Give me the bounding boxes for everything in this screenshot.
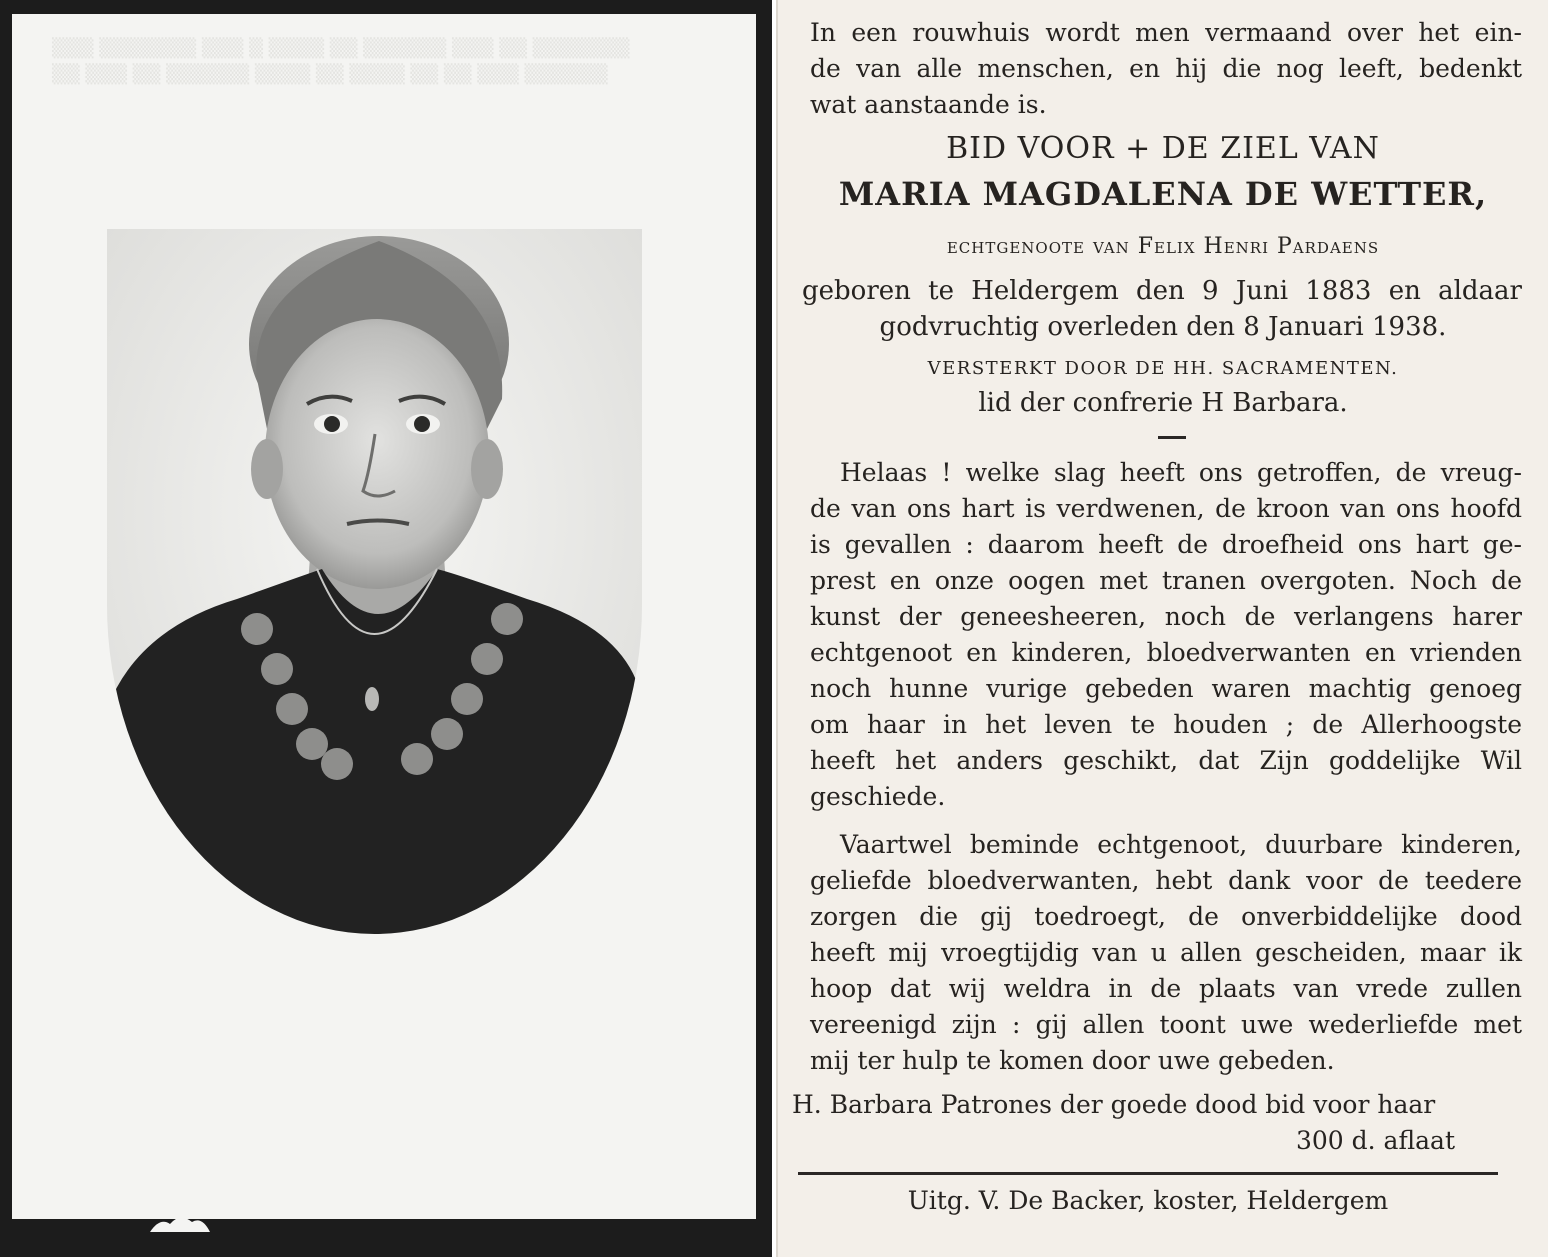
deceased-name: MARIA MAGDALENA DE WETTER, [838,175,1488,213]
paragraph-1-line-2: de van ons hart is verdwenen, de kroon van ons hoofd [810,494,1522,523]
spouse-line: echtgenoote van Felix Henri Pardaens [946,234,1380,259]
paragraph-1-line-6: echtgenoot en kinderen, bloedverwanten en vrienden [810,638,1522,667]
paragraph-1-line-7: noch hunne vurige gebeden waren machtig genoeg [810,674,1522,703]
confraternity-line: lid der confrerie H Barbara. [978,388,1348,418]
birth-line: geboren te Heldergem den 9 Juni 1883 en aldaar [802,276,1522,306]
paragraph-1-line-4: prest en onze oogen met tranen overgoten. Noch de [810,566,1522,595]
footer-rule [798,1172,1498,1175]
paragraph-2-line-2: geliefde bloedverwanten, hebt dank voor de teedere [810,866,1522,895]
paragraph-1-line-1: Helaas ! welke slag heeft ons getroffen, de vreug- [840,458,1522,487]
paragraph-1-line-9: heeft het anders geschikt, dat Zijn goddelijke Wil [810,746,1522,775]
paragraph-1-line-10: geschiede. [810,782,946,811]
paragraph-2-line-6: vereenigd zijn : gij allen toont uwe wederliefde met [810,1010,1522,1039]
death-line: godvruchtig overleden den 8 Januari 1938. [879,312,1447,342]
portrait-photo [107,229,642,934]
dark-dress [107,569,642,934]
paragraph-1-line-3: is gevallen : daarom heeft de droefheid ons hart ge- [810,530,1522,559]
intro-line-3: wat aanstaande is. [810,90,1047,119]
paragraph-2-line-5: hoop dat wij weldra in de plaats van vrede zullen [810,974,1522,1003]
publisher-line: Uitg. V. De Backer, koster, Heldergem [907,1186,1389,1215]
paragraph-2-line-4: heeft mij vroegtijdig van u allen gescheiden, maar ik [810,938,1522,967]
paragraph-2-line-3: zorgen die gij toedroegt, de onverbiddelijke dood [810,902,1522,931]
sacraments-line: VERSTERKT DOOR DE HH. SACRAMENTEN. [927,358,1399,379]
paragraph-2-line-1: Vaartwel beminde echtgenoot, duurbare kinderen, [840,830,1522,859]
photo-panel [0,0,772,1257]
intro-line-1: In een rouwhuis wordt men vermaand over het ein- [810,18,1522,47]
prayer-heading: BID VOOR + DE ZIEL VAN [946,131,1380,166]
portrait-illustration [107,229,642,934]
indulgence-note: 300 d. aflaat [1296,1126,1455,1155]
bleed-through-texture: ▒▒▒ ▒▒▒▒▒▒▒ ▒▒▒ ▒ ▒▒▒▒ ▒▒ ▒▒▒▒▒▒ ▒▒▒ ▒▒ ▒▒▒▒▒▒▒ ▒▒ ▒▒▒ ▒▒ ▒▒▒▒▒▒ ▒▒▒▒ ▒▒ ▒▒▒▒ ▒▒ ▒▒ ▒▒▒ ▒▒▒▒▒▒ [52,38,630,85]
paragraph-2-line-7: mij ter hulp te komen door uwe gebeden. [810,1046,1335,1075]
face [265,319,489,589]
intro-line-2: de van alle menschen, en hij die nog leeft, bedenkt [810,54,1522,83]
photo-mat [12,14,756,1219]
prayer-text-panel [776,0,1548,1257]
paragraph-1-line-8: om haar in het leven te houden ; de Allerhoogste [810,710,1522,739]
pendant [365,687,379,711]
paragraph-1-line-5: kunst der geneesheeren, noch de verlangens harer [810,602,1522,631]
closing-prayer: H. Barbara Patrones der goede dood bid voor haar [792,1090,1436,1119]
paper-damage-mark [150,1212,210,1232]
section-divider-dash [1158,436,1186,439]
